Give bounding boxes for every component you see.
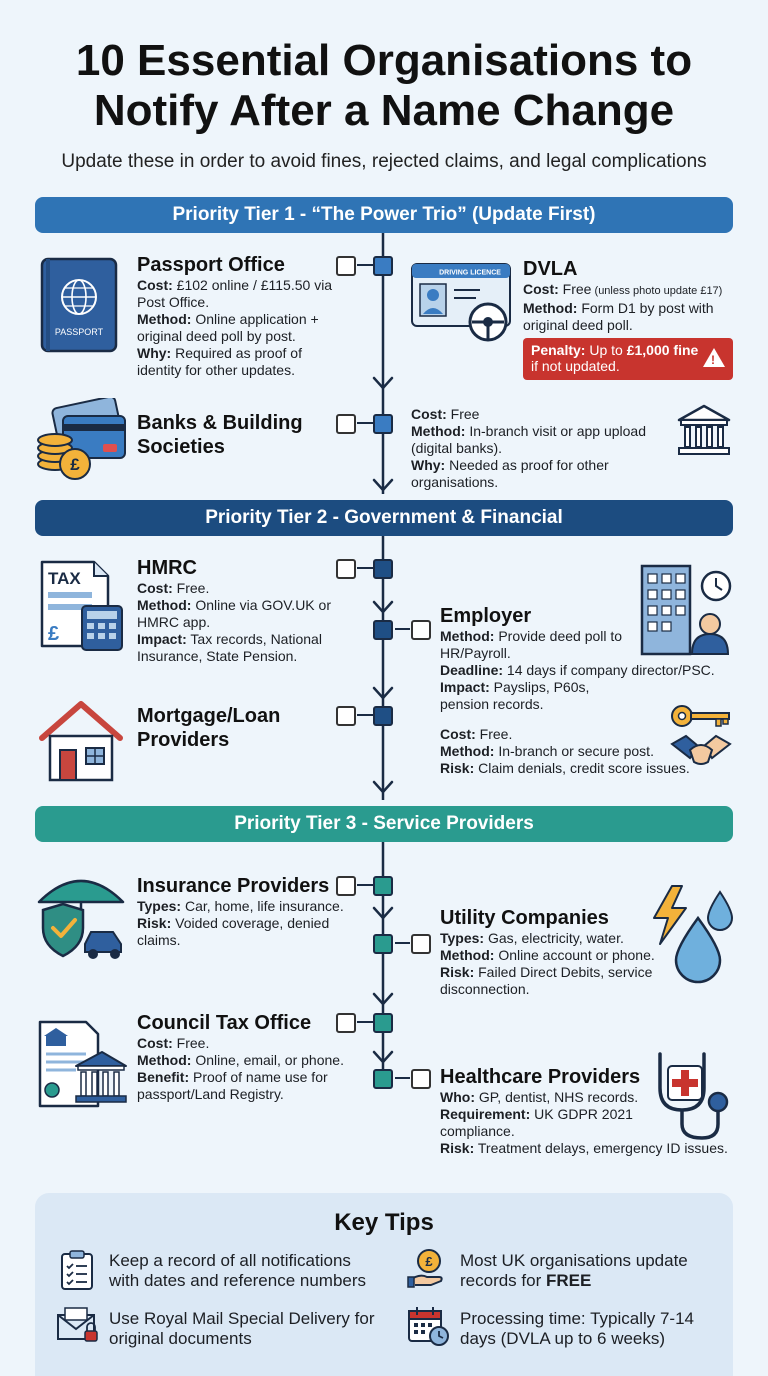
hmrc-checkbox[interactable] <box>336 559 356 579</box>
hmrc-cost: Cost: Free. <box>137 580 210 596</box>
tip-free-updates: Most UK organisations update records for FREE <box>460 1251 688 1290</box>
employer-method: Method: Provide deed poll to HR/Payroll. <box>440 628 623 661</box>
banks-cost: Cost: Free <box>411 406 480 422</box>
insurance-card <box>137 874 357 949</box>
timeline-arrow <box>374 782 392 792</box>
timeline-arrow <box>374 1052 392 1062</box>
timeline-arrow <box>374 688 392 698</box>
banks-title-block <box>137 411 337 459</box>
svg-text:£: £ <box>425 1254 433 1269</box>
timeline-node <box>373 559 393 579</box>
utility-method: Method: Online account or phone. <box>440 947 655 963</box>
tier-2-banner: Priority Tier 2 - Government & Financial <box>35 500 733 536</box>
svg-text:DRIVING LICENCE: DRIVING LICENCE <box>439 269 501 277</box>
council-benefit: Benefit: Proof of name use for passport/Land Registry. <box>137 1069 328 1102</box>
health-checkbox[interactable] <box>411 1069 431 1089</box>
warning-icon <box>703 348 725 367</box>
svg-text:PASSPORT: PASSPORT <box>54 327 104 337</box>
tier-1-banner: Priority Tier 1 - “The Power Trio” (Update First) <box>35 197 733 233</box>
timeline-arrow <box>374 602 392 612</box>
dvla-title: DVLA <box>523 258 578 280</box>
timeline-arrow <box>374 908 392 918</box>
banks-why: Why: Needed as proof for other organisations. <box>411 457 609 490</box>
passport-icon <box>38 255 120 360</box>
tier-3-banner: Priority Tier 3 - Service Providers <box>35 806 733 842</box>
utility-title: Utility Companies <box>440 907 609 929</box>
calendar-clock-icon <box>407 1305 451 1352</box>
dvla-card <box>523 257 738 334</box>
pound-hand-icon <box>407 1247 449 1294</box>
timeline-arrow <box>374 378 392 388</box>
timeline-arrow <box>374 480 392 490</box>
banks-details <box>411 406 673 491</box>
timeline-node <box>373 706 393 726</box>
banks-title-line-2: Societies <box>137 436 225 458</box>
mortgage-checkbox[interactable] <box>336 706 356 726</box>
insurance-risk: Risk: Voided coverage, denied claims. <box>137 915 330 948</box>
council-title: Council Tax Office <box>137 1012 312 1034</box>
timeline-node <box>373 414 393 434</box>
mail-lock-icon <box>55 1305 101 1350</box>
timeline-node <box>373 1013 393 1033</box>
health-title: Healthcare Providers <box>440 1066 641 1088</box>
timeline-node <box>373 1069 393 1089</box>
council-method: Method: Online, email, or phone. <box>137 1052 344 1068</box>
health-risk: Risk: Treatment delays, emergency ID issues. <box>440 1140 728 1156</box>
hmrc-impact: Impact: Tax records, National Insurance, State Pension. <box>137 631 322 664</box>
svg-text:£: £ <box>48 623 60 645</box>
house-icon <box>38 698 124 789</box>
key-tips-heading: Key Tips <box>334 1209 434 1236</box>
employer-checkbox[interactable] <box>411 620 431 640</box>
mortgage-title-line-2: Providers <box>137 729 230 751</box>
dvla-penalty-badge <box>523 338 733 380</box>
key-tips-panel <box>35 1193 733 1376</box>
health-requirement: Requirement: UK GDPR 2021 compliance. <box>440 1106 633 1139</box>
dvla-cost: Cost: Free (unless photo update £17) <box>523 281 723 297</box>
tip-processing-time: Processing time: Typically 7-14 days (DVLA up to 6 weeks) <box>460 1309 695 1348</box>
passport-method: Method: Online application + original deed poll by post. <box>137 311 319 344</box>
umbrella-shield-icon <box>35 866 127 967</box>
passport-cost: Cost: £102 online / £115.50 via Post Office. <box>137 277 333 310</box>
council-cost: Cost: Free. <box>137 1035 210 1051</box>
insurance-title: Insurance Providers <box>137 875 330 897</box>
mortgage-method: Method: In-branch or secure post. <box>440 743 654 759</box>
office-building-icon <box>638 558 734 661</box>
council-card <box>137 1011 357 1103</box>
utility-card <box>440 906 670 998</box>
svg-text:TAX: TAX <box>48 569 81 588</box>
mortgage-title-line-1: Mortgage/Loan <box>137 705 281 727</box>
hmrc-method: Method: Online via GOV.UK or HMRC app. <box>137 597 331 630</box>
tip-royal-mail: Use Royal Mail Special Delivery for original documents <box>109 1309 375 1348</box>
health-who: Who: GP, dentist, NHS records. <box>440 1089 639 1105</box>
passport-office-card <box>137 253 337 379</box>
tip-keep-record: Keep a record of all notifications with dates and reference numbers <box>109 1251 367 1290</box>
svg-text:£: £ <box>70 455 80 474</box>
banks-method: Method: In-branch visit or app upload (digital banks). <box>411 423 646 456</box>
timeline-node <box>373 934 393 954</box>
utility-types: Types: Gas, electricity, water. <box>440 930 624 946</box>
clipboard-checklist-icon <box>59 1249 95 1296</box>
title-line-2: Notify After a Name Change <box>93 86 675 135</box>
bank-card-coins-icon <box>35 398 127 487</box>
tax-calculator-icon <box>38 558 128 657</box>
employer-title: Employer <box>440 605 532 627</box>
page-subtitle: Update these in order to avoid fines, rejected claims, and legal complications <box>61 151 707 172</box>
timeline-node <box>373 256 393 276</box>
timeline-node <box>373 876 393 896</box>
insurance-types: Types: Car, home, life insurance. <box>137 898 344 914</box>
utility-risk: Risk: Failed Direct Debits, service disconnection. <box>440 964 653 997</box>
mortgage-cost: Cost: Free. <box>440 726 513 742</box>
lightning-water-icon <box>650 884 736 989</box>
mortgage-risk: Risk: Claim denials, credit score issues. <box>440 760 690 776</box>
driving-licence-icon <box>410 262 514 351</box>
dvla-method: Method: Form D1 by post with original deed poll. <box>523 300 714 333</box>
penalty-line-2: if not updated. <box>531 358 620 374</box>
passport-title: Passport Office <box>137 254 285 276</box>
council-document-icon <box>36 1018 128 1115</box>
mortgage-title-block <box>137 704 337 752</box>
utility-checkbox[interactable] <box>411 934 431 954</box>
bank-icon <box>675 402 733 463</box>
hmrc-title: HMRC <box>137 557 197 579</box>
timeline-arrow <box>374 994 392 1004</box>
key-handshake-icon <box>668 700 734 781</box>
banks-checkbox[interactable] <box>336 414 356 434</box>
title-line-1: 10 Essential Organisations to <box>75 36 693 85</box>
penalty-line-1: Penalty: Up to £1,000 fine <box>531 342 699 358</box>
timeline-node <box>373 620 393 640</box>
banks-title-line-1: Banks & Building <box>137 412 303 434</box>
hmrc-card <box>137 556 337 665</box>
stethoscope-icon <box>652 1048 738 1149</box>
page-title <box>0 36 768 136</box>
employer-impact: Impact: Payslips, P60s, pension records. <box>440 679 590 712</box>
employer-deadline: Deadline: 14 days if company director/PSC. <box>440 662 715 678</box>
passport-checkbox[interactable] <box>336 256 356 276</box>
passport-why: Why: Required as proof of identity for other updates. <box>137 345 302 378</box>
